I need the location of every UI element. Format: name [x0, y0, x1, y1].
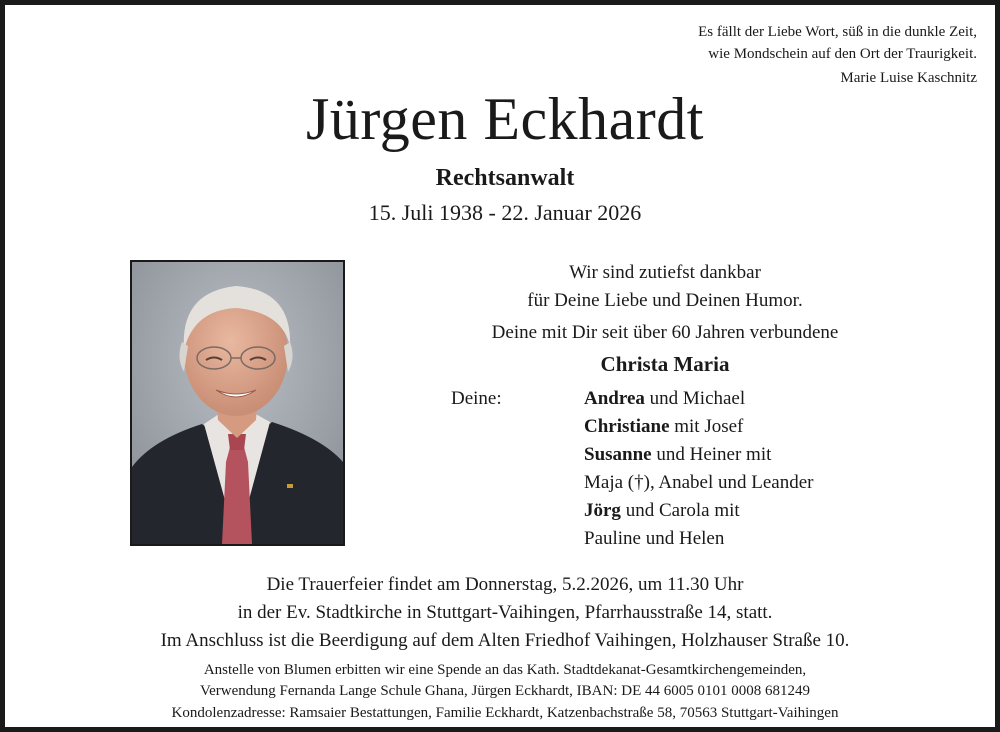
- gratitude-line: Wir sind zutiefst dankbar: [569, 262, 761, 283]
- funeral-details: [5, 571, 1000, 655]
- portrait-illustration: [132, 262, 343, 544]
- gratitude-text: [425, 259, 905, 315]
- family-member-name: Susanne: [584, 444, 652, 465]
- quote-author: Marie Luise Kaschnitz: [840, 70, 977, 86]
- deceased-name: Jürgen Eckhardt: [306, 86, 704, 152]
- family-member-line: [584, 525, 814, 553]
- family-member-name: Christiane: [584, 416, 670, 437]
- family-member-line: [584, 497, 814, 525]
- donation-line: Verwendung Fernanda Lange Schule Ghana, Jürgen Eckhardt, IBAN: DE 44 6005 0101 0008 681249: [199, 683, 810, 699]
- family-list: [584, 385, 814, 553]
- family-member-line: [584, 469, 814, 497]
- family-member-line: [584, 441, 814, 469]
- family-member-rest: Maja (†), Anabel und Leander: [584, 472, 814, 493]
- portrait-photo: [130, 260, 345, 546]
- deceased-profession: Rechtsanwalt: [435, 165, 575, 191]
- epigraph-quote: [698, 21, 977, 89]
- donation-line: Anstelle von Blumen erbitten wir eine Spende an das Kath. Stadtdekanat-Gesamtkirchengemeinden,: [203, 662, 807, 678]
- quote-line: Es fällt der Liebe Wort, süß in die dunkle Zeit,: [698, 24, 977, 40]
- family-member-line: [584, 413, 814, 441]
- donation-notice: [5, 660, 1000, 702]
- family-member-rest: und Michael: [644, 388, 746, 409]
- spouse-intro: Deine mit Dir seit über 60 Jahren verbundene: [491, 322, 839, 343]
- condolence-address: Kondolenzadresse: Ramsaier Bestattungen, Familie Eckhardt, Katzenbachstraße 58, 70563 Stuttgart-Vaihingen: [171, 705, 839, 721]
- family-member-rest: mit Josef: [669, 416, 744, 437]
- family-member-line: [584, 385, 814, 413]
- family-member-rest: und Carola mit: [620, 500, 740, 521]
- family-member-name: Jörg: [584, 500, 621, 521]
- funeral-line: Die Trauerfeier findet am Donnerstag, 5.2.2026, um 11.30 Uhr: [266, 574, 744, 595]
- life-dates: 15. Juli 1938 - 22. Januar 2026: [368, 200, 642, 225]
- funeral-line: in der Ev. Stadtkirche in Stuttgart-Vaihingen, Pfarrhausstraße 14, statt.: [237, 602, 773, 623]
- family-member-rest: und Heiner mit: [651, 444, 772, 465]
- quote-line: wie Mondschein auf den Ort der Traurigkeit.: [708, 46, 977, 62]
- gratitude-line: für Deine Liebe und Deinen Humor.: [527, 290, 803, 311]
- spouse-name: Christa Maria: [600, 352, 730, 376]
- family-member-rest: Pauline und Helen: [584, 528, 725, 549]
- funeral-line: Im Anschluss ist die Beerdigung auf dem Alten Friedhof Vaihingen, Holzhauser Straße 10.: [160, 630, 850, 651]
- family-member-name: Andrea: [584, 388, 645, 409]
- family-label: Deine:: [451, 388, 502, 409]
